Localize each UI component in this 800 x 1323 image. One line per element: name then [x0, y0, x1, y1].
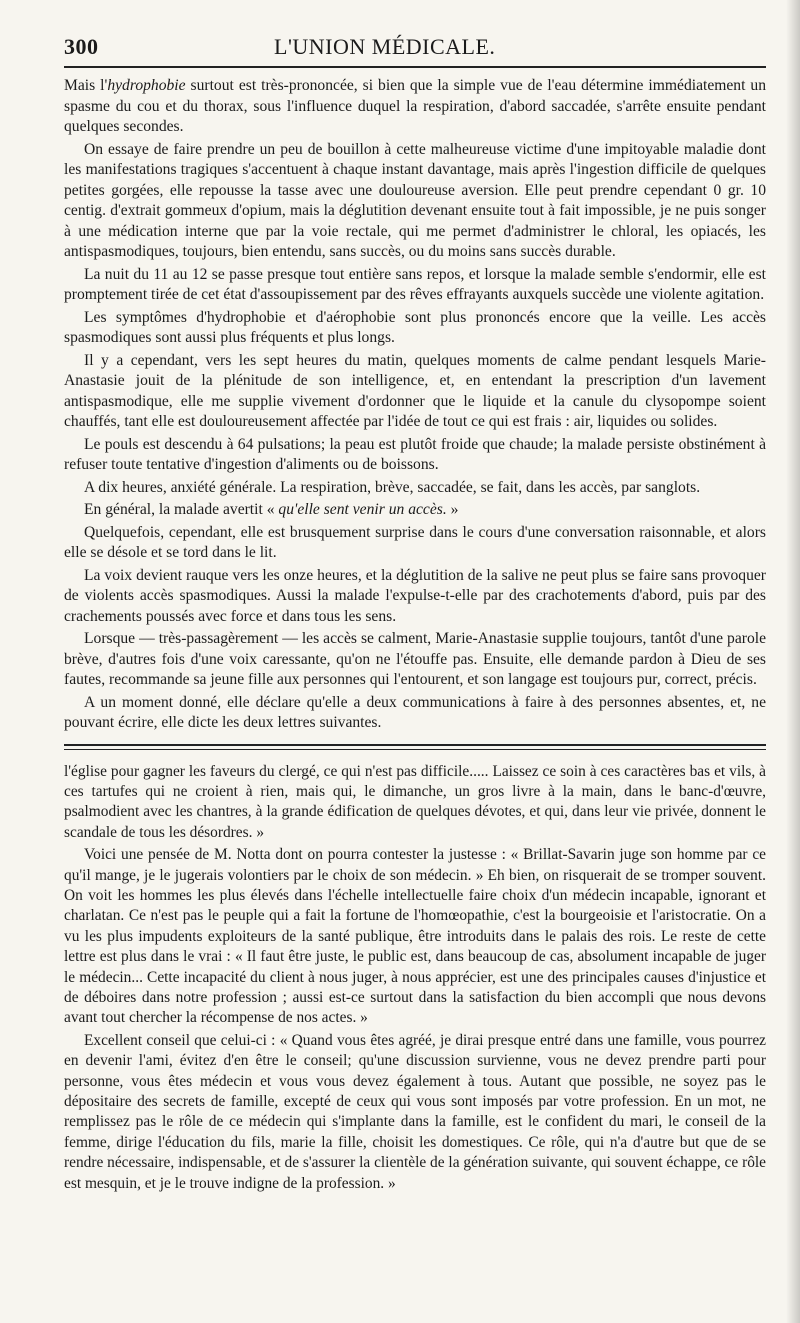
paragraph: Excellent conseil que celui-ci : « Quand vous êtes agréé, je dirai presque entré dans une famille, vous pourrez en devenir l'ami, évitez d'en être le conseil; qu'une discussion survienne, vous ne devez prendre parti pour personne, vous êtes médecin et vous vous devez également à tous. Autant que possible, ne soyez pas le dépositaire des secrets de famille, excepté de ceux qui vous sont imposés par votre profession. En un mot, ne remplissez pas le rôle de ce médecin qui s'implante dans la famille, est le confident du mari, le conseil de la femme, dirige l'éducation du fils, marie la fille, choisit les domestiques. Ce rôle, qui n'a d'autre but que de se rendre nécessaire, indispensable, et de s'assurer la clientèle de la génération suivante, qui souvent échappe, ce rôle est mesquin, et je le trouve indigne de la profession. » — [64, 1031, 766, 1192]
paragraph: La voix devient rauque vers les onze heures, et la déglutition de la salive ne peut plus se faire sans provoquer de violents accès spasmodiques. Aussi la malade l'expulse-t-elle par des crachotements d'abord, puis par des crachements poussés avec force et dans tous les sens. — [64, 566, 766, 625]
paragraph: Quelquefois, cependant, elle est brusquement surprise dans le cours d'une conversation raisonnable, et alors elle se désole et se tord dans le lit. — [64, 523, 766, 561]
paragraph: Il y a cependant, vers les sept heures du matin, quelques moments de calme pendant lesquels Marie-Anastasie jouit de la plénitude de son intelligence, et, en entendant la prescription d'un lavement antispasmodique, elle me supplie vivement d'ordonner que le liquide et la canule du clysopompe soient chauffés, tant elle est douloureusement affectée par l'idée de tout ce qui est frais : air, liquides ou solides. — [64, 351, 766, 430]
paragraph: Le pouls est descendu à 64 pulsations; la peau est plutôt froide que chaude; la malade persiste obstinément à refuser toute tentative d'ingestion d'aliments ou de boissons. — [64, 435, 766, 473]
paragraph: Les symptômes d'hydrophobie et d'aérophobie sont plus prononcés encore que la veille. Les accès spasmodiques sont aussi plus fréquents et plus longs. — [64, 308, 766, 346]
paragraph: La nuit du 11 au 12 se passe presque tout entière sans repos, et lorsque la malade semble s'endormir, elle est promptement tirée de cet état d'assoupissement par des rêves effrayants auxquels succède une violente agitation. — [64, 265, 766, 303]
paragraph: A un moment donné, elle déclare qu'elle a deux communications à faire à des personnes absentes, et, ne pouvant écrire, elle dicte les deux lettres suivantes. — [64, 693, 766, 731]
paragraph: A dix heures, anxiété générale. La respiration, brève, saccadée, se fait, dans les accès, par sanglots. — [84, 478, 701, 496]
paragraph: Voici une pensée de M. Notta dont on pourra contester la justesse : « Brillat-Savarin juge son homme par ce qu'il mange, je le jugerais volontiers par le choix de son médecin. » Eh bien, on risquerait de se tromper souvent. On voit les hommes les plus élevés dans l'échelle intellectuelle faire choix d'un médecin incapable, ignorant et charlatan. Ce n'est pas le peuple qui a fait la fortune de l'homœopathie, c'est la bourgeoisie et l'aristocratie. On a vu les plus impudents exploiteurs de la santé publique, être introduits dans le palais des rois. Le reste de cette lettre est plus dans le vrai : « Il faut être juste, le public est, dans beaucoup de cas, absolument incapable de juger le médecin... Cette incapacité du client à nous juger, à nous apprécier, est une des principales causes d'injustice et de déboires dans notre profession ; aussi est-ce surtout dans la satisfaction du bien accompli que nous devons avant tout chercher la récompense de nos actes. » — [64, 846, 766, 1027]
paragraph: Lorsque — très-passagèrement — les accès se calment, Marie-Anastasie supplie toujours, tantôt d'une parole brève, d'autres fois d'une voix caressante, qu'on ne l'étouffe pas. Ensuite, elle demande pardon à Dieu de ses fautes, recommande sa jeune fille aux personnes qui l'entourent, et son langage est toujours pur, correct, précis. — [64, 630, 766, 688]
feuilleton-column — [64, 762, 766, 1195]
paragraph: On essaye de faire prendre un peu de bouillon à cette malheureuse victime d'une impitoyable maladie dont les manifestations tragiques s'accentuent à chaque instant davantage, mais après l'ingestion difficile de quelques petites gorgées, elle repousse la tasse avec une douloureuse aversion. Elle peut prendre cependant 0 gr. 10 centig. d'extrait gommeux d'opium, mais la déglutition devenant ensuite tout à fait impossible, je ne puis songer à une médication interne que par la voie rectale, qui me permet d'administrer le chloral, les opiacés, les antispasmodiques, toujours, bien entendu, sans succès, ou du moins sans succès durable. — [64, 140, 766, 260]
section-divider — [64, 744, 766, 750]
page-edge-shadow — [786, 0, 800, 1323]
page-header — [64, 34, 766, 60]
paragraph: Mais l'hydrophobie surtout est très-prononcée, si bien que la simple vue de l'eau détermine immédiatement un spasme du cou et du thorax, sous l'influence duquel la respiration, d'abord saccadée, s'arrête ensuite pendant quelques secondes. — [64, 77, 766, 135]
page-number: 300 — [64, 34, 99, 59]
journal-title: L'UNION MÉDICALE. — [274, 34, 496, 59]
header-rule — [64, 66, 766, 68]
case-report-column — [64, 76, 766, 734]
paragraph: En général, la malade avertit « qu'elle sent venir un accès. » — [84, 501, 459, 518]
paragraph: l'église pour gagner les faveurs du clergé, ce qui n'est pas difficile..... Laissez ce soin à ces caractères bas et vils, à ces tartufes qui ne croient à rien, mais qui, le dimanche, un gros livre à la main, dans le banc-d'œuvre, psalmodient avec les chantres, à la grande édification de quelques dévotes, et qui, dans leur vie privée, donnent le scandale de tous les désordres. » — [64, 762, 766, 841]
